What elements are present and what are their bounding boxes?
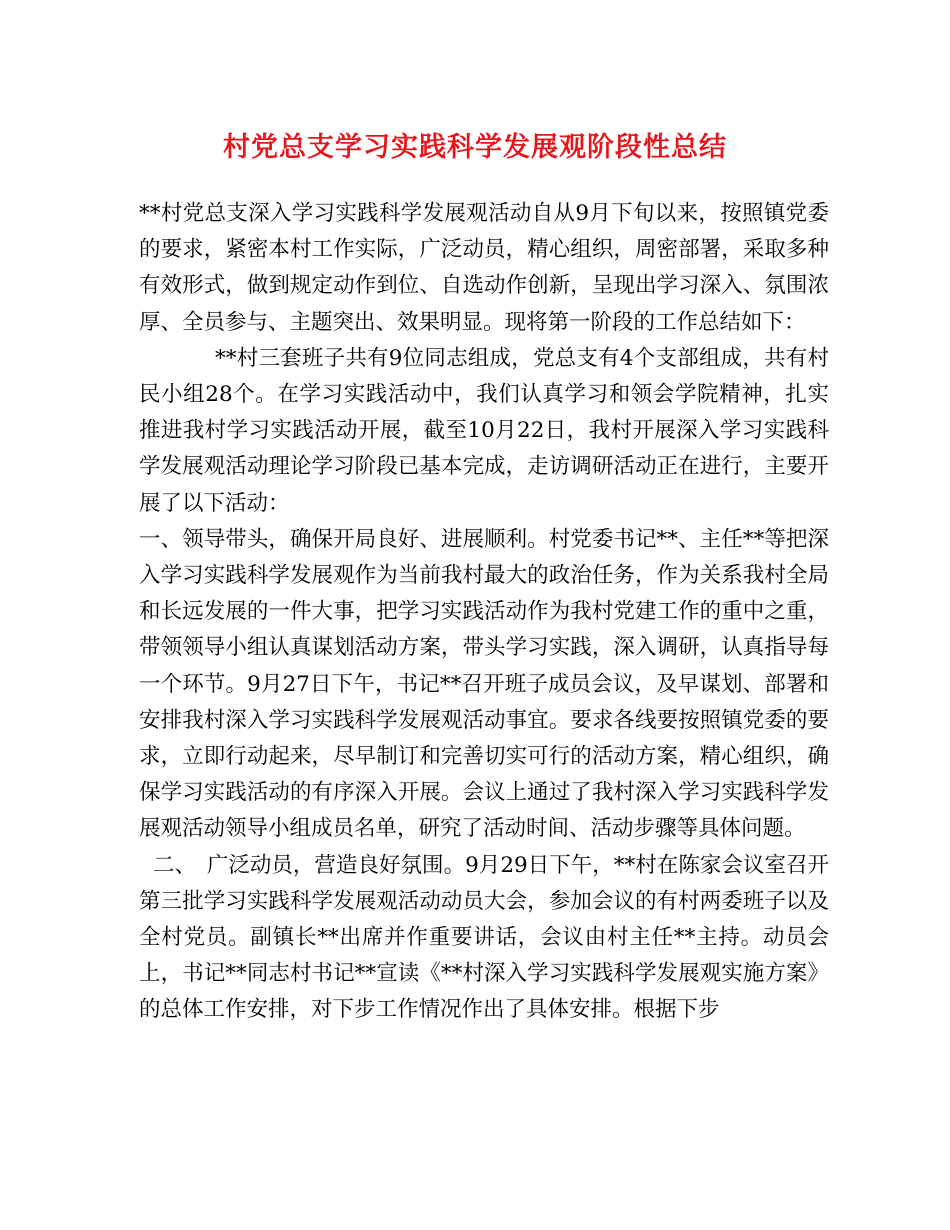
document-body: [139, 196, 829, 1029]
document-title: 村党总支学习实践科学发展观阶段性总结: [223, 132, 727, 163]
paragraph-section-1: 一、领导带头，确保开局良好、进展顺利。村党委书记**、主任**等把深入学习实践科学发展观作为当前我村最大的政治任务，作为关系我村全局和长远发展的一件大事，把学习实践活动作为我村党建工作的重中之重，带领领导小组认真谋划活动方案，带头学习实践，深入调研，认真指导每一个环节。9月27日下午，书记**召开班子成员会议，及早谋划、部署和安排我村深入学习实践科学发展观活动事宜。要求各线要按照镇党委的要求，立即行动起来，尽早制订和完善切实可行的活动方案，精心组织，确保学习实践活动的有序深入开展。会议上通过了我村深入学习实践科学发展观活动领导小组成员名单，研究了活动时间、活动步骤等具体问题。: [139, 526, 829, 842]
paragraph-intro: **村党总支深入学习实践科学发展观活动自从9月下旬以来，按照镇党委的要求，紧密本村工作实际，广泛动员，精心组织，周密部署，采取多种有效形式，做到规定动作到位、自选动作创新，呈现出学习深入、氛围浓厚、全员参与、主题突出、效果明显。现将第一阶段的工作总结如下：: [139, 201, 829, 335]
paragraph-section-2: 二、 广泛动员，营造良好氛围。9月29日下午，**村在陈家会议室召开第三批学习实践科学发展观活动动员大会，参加会议的有村两委班子以及全村党员。副镇长**出席并作重要讲话，会议由村主任**主持。动员会上，书记**同志村书记**宣读《**村深入学习实践科学发展观实施方案》的总体工作安排，对下步工作情况作出了具体安排。根据下步: [139, 852, 829, 1023]
paragraph-overview: **村三套班子共有9位同志组成，党总支有4个支部组成，共有村民小组28个。在学习实践活动中，我们认真学习和领会学院精神，扎实推进我村学习实践活动开展，截至10月22日，我村开展深入学习实践科学发展观活动理论学习阶段已基本完成，走访调研活动正在进行，主要开展了以下活动：: [139, 345, 829, 516]
